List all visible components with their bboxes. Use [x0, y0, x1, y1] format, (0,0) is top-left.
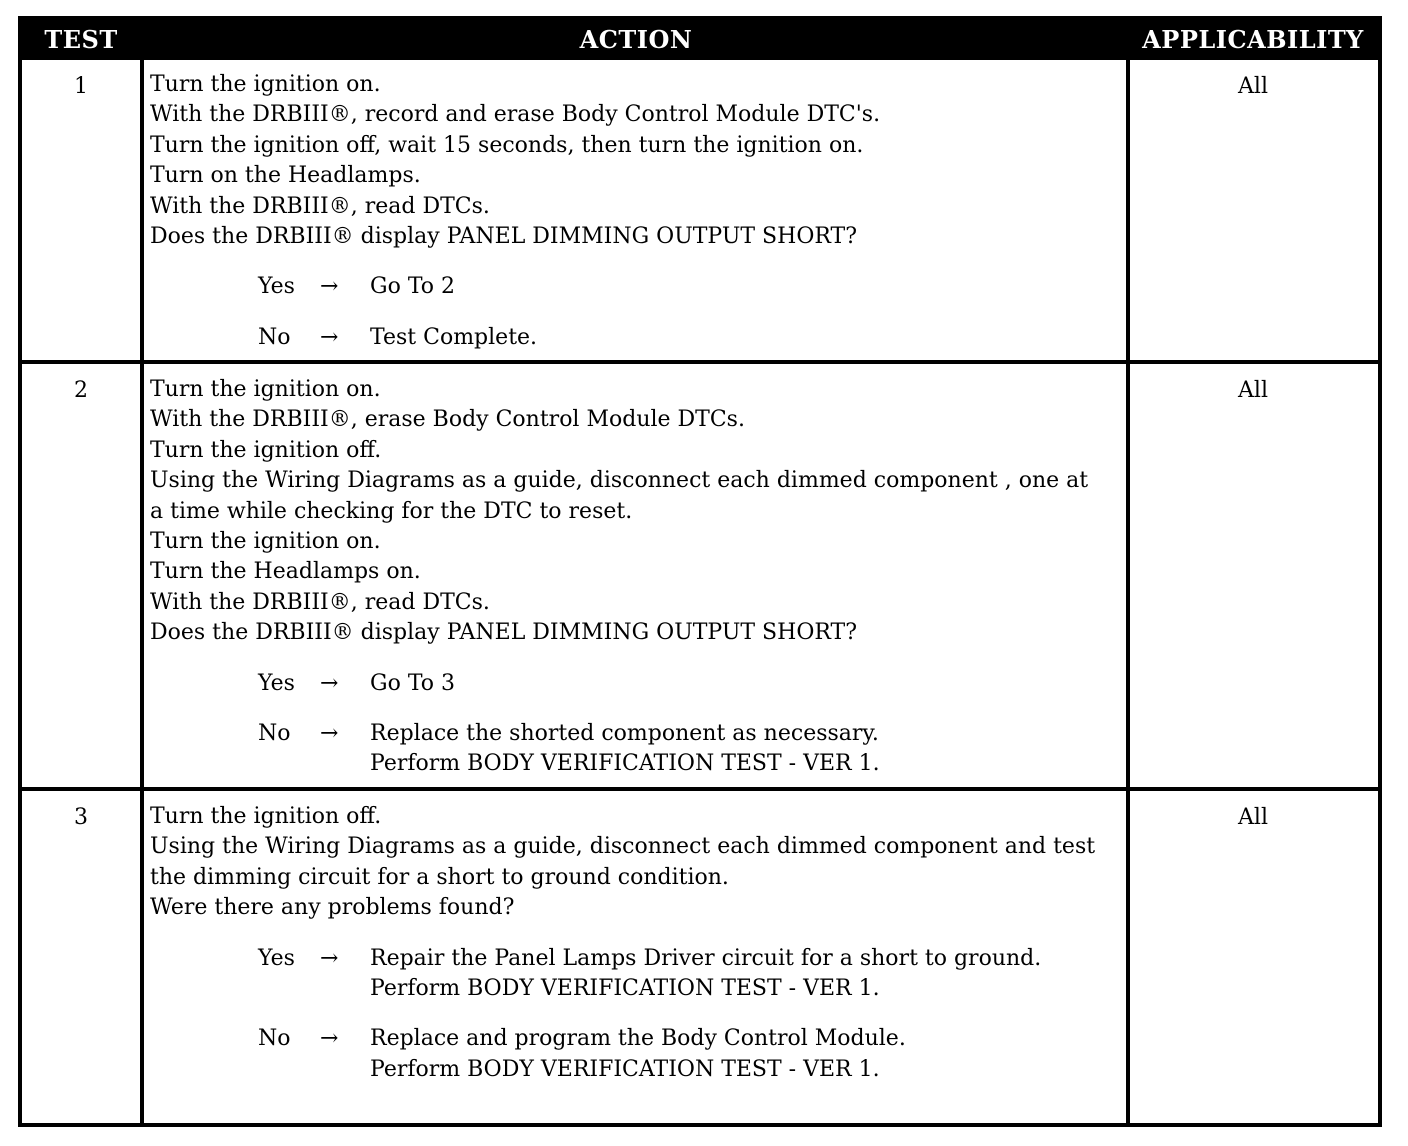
action-step: Turn the ignition on. [150, 72, 381, 97]
yes-outcome: Repair the Panel Lamps Driver circuit for a short to ground. [370, 945, 1042, 971]
yes-response [150, 944, 1128, 1005]
row-divider [22, 360, 1378, 364]
arrow-right-icon: → [320, 1026, 339, 1052]
yes-response [150, 272, 1128, 302]
no-outcome: Replace the shorted component as necessary. [370, 721, 879, 747]
no-label: No [258, 1026, 291, 1052]
applicability-value: All [1238, 378, 1268, 403]
action-step: Turn the ignition off, wait 15 seconds, then turn the ignition on. [150, 132, 864, 158]
diagnostic-test-table [18, 16, 1382, 1127]
header-test: TEST [44, 25, 118, 54]
arrow-right-icon: → [320, 324, 339, 350]
arrow-right-icon: → [320, 274, 339, 300]
action-cell [150, 375, 1128, 780]
action-step: With the DRBIII®, erase Body Control Module DTCs. [150, 407, 745, 433]
table-header [22, 20, 1378, 60]
action-step: Turn the ignition on. [150, 529, 381, 555]
no-response [150, 719, 1128, 780]
no-label: No [258, 721, 291, 747]
no-outcome: Perform BODY VERIFICATION TEST - VER 1. [370, 1056, 880, 1082]
action-step: Does the DRBIII® display PANEL DIMMING OUTPUT SHORT? [150, 620, 857, 646]
test-number: 2 [74, 378, 88, 403]
applicability-value: All [1238, 74, 1268, 99]
yes-outcome: Go To 2 [370, 274, 456, 300]
yes-outcome: Perform BODY VERIFICATION TEST - VER 1. [370, 976, 880, 1002]
action-step: With the DRBIII®, record and erase Body Control Module DTC's. [150, 102, 881, 128]
action-cell [150, 802, 1128, 1085]
arrow-right-icon: → [320, 721, 339, 747]
header-applicability: APPLICABILITY [1142, 25, 1364, 54]
action-step: Turn on the Headlamps. [150, 163, 421, 189]
no-response [150, 1024, 1128, 1085]
action-step: Were there any problems found? [150, 895, 515, 921]
action-step: Using the Wiring Diagrams as a guide, disconnect each dimmed component , one at [150, 468, 1089, 494]
no-outcome: Replace and program the Body Control Module. [370, 1026, 906, 1052]
action-step: Turn the ignition on. [150, 377, 381, 402]
action-step: Using the Wiring Diagrams as a guide, disconnect each dimmed component and test [150, 834, 1096, 860]
yes-label: Yes [258, 274, 295, 300]
arrow-right-icon: → [320, 945, 339, 971]
yes-outcome: Go To 3 [370, 670, 456, 696]
action-step: With the DRBIII®, read DTCs. [150, 589, 490, 615]
action-step: With the DRBIII®, read DTCs. [150, 193, 490, 219]
yes-label: Yes [258, 945, 295, 971]
yes-label: Yes [258, 670, 295, 696]
action-step: the dimming circuit for a short to ground condition. [150, 864, 729, 890]
yes-response [150, 669, 1128, 699]
action-step: Turn the ignition off. [150, 437, 382, 463]
no-response [150, 323, 1128, 353]
test-number: 1 [74, 74, 88, 99]
no-label: No [258, 324, 291, 350]
no-outcome: Test Complete. [370, 324, 538, 350]
action-step: Turn the Headlamps on. [150, 559, 421, 585]
action-cell [150, 70, 1128, 353]
no-outcome: Perform BODY VERIFICATION TEST - VER 1. [370, 751, 880, 777]
column-divider [140, 60, 144, 1127]
row-divider [22, 787, 1378, 791]
action-step: a time while checking for the DTC to reset. [150, 498, 633, 524]
header-action: ACTION [579, 25, 693, 54]
action-step: Does the DRBIII® display PANEL DIMMING OUTPUT SHORT? [150, 224, 857, 250]
applicability-value: All [1238, 805, 1268, 830]
arrow-right-icon: → [320, 670, 339, 696]
action-step: Turn the ignition off. [150, 804, 382, 829]
test-number: 3 [74, 805, 88, 830]
